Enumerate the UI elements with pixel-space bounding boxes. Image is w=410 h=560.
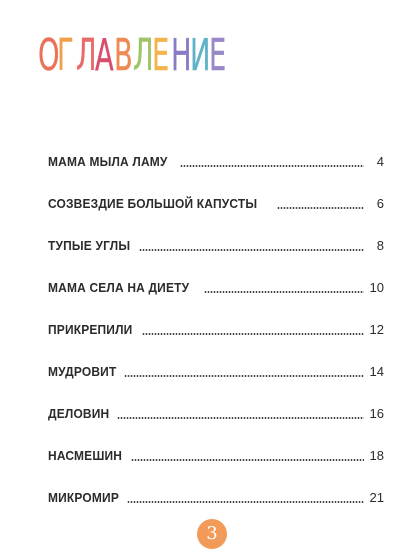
toc-entry-title: МАМА СЕЛА НА ДИЕТУ [48,279,190,295]
toc-entry-page: 16 [369,405,384,421]
dot-leader [124,375,363,377]
page-title [38,30,228,81]
toc-entry-title: МАМА МЫЛА ЛАМУ [48,153,168,169]
toc-entry-page: 8 [376,237,384,253]
title-letter: Н [171,30,192,81]
dot-leader [117,417,364,419]
toc-entry-page: 4 [376,153,384,169]
dot-leader [180,165,364,167]
toc-entry[interactable] [48,350,384,392]
toc-entry-page: 10 [369,279,384,295]
page-number-badge [197,519,227,549]
dot-leader [127,501,363,503]
dot-leader [131,459,364,461]
title-letter: А [95,30,114,81]
toc-entry[interactable] [48,140,384,182]
title-letter: Л [133,30,154,81]
title-letter: Е [209,30,227,81]
toc-entry-page: 14 [369,363,384,379]
title-letter: В [114,30,133,81]
toc-entry-title: ДЕЛОВИН [48,405,110,421]
toc-entry[interactable] [48,224,384,266]
title-letter: Л [76,30,97,81]
title-letter: О [38,30,60,81]
toc-entry[interactable] [48,308,384,350]
toc-entry-title: НАСМЕШИН [48,447,123,463]
toc-entry[interactable] [48,266,384,308]
toc-entry-title: МУДРОВИТ [48,363,117,379]
toc-entry[interactable] [48,182,384,224]
title-letter: Г [57,30,74,81]
dot-leader [204,291,364,293]
dot-leader [139,249,364,251]
title-letter: Е [152,30,170,81]
toc-entry-title: МИКРОМИР [48,489,119,505]
table-of-contents [48,140,384,518]
toc-entry-title: ТУПЫЕ УГЛЫ [48,237,131,253]
dot-leader [277,207,364,209]
toc-entry[interactable] [48,392,384,434]
toc-entry-page: 12 [369,321,384,337]
toc-entry-page: 6 [376,195,384,211]
toc-entry[interactable] [48,476,384,518]
page-number: 3 [206,523,218,544]
toc-entry-page: 18 [369,447,384,463]
toc-entry-page: 21 [369,489,384,505]
toc-entry[interactable] [48,434,384,476]
dot-leader [142,333,364,335]
title-letter: И [190,30,211,81]
toc-entry-title: СОЗВЕЗДИЕ БОЛЬШОЙ КАПУСТЫ [48,195,258,211]
toc-entry-title: ПРИКРЕПИЛИ [48,321,133,337]
